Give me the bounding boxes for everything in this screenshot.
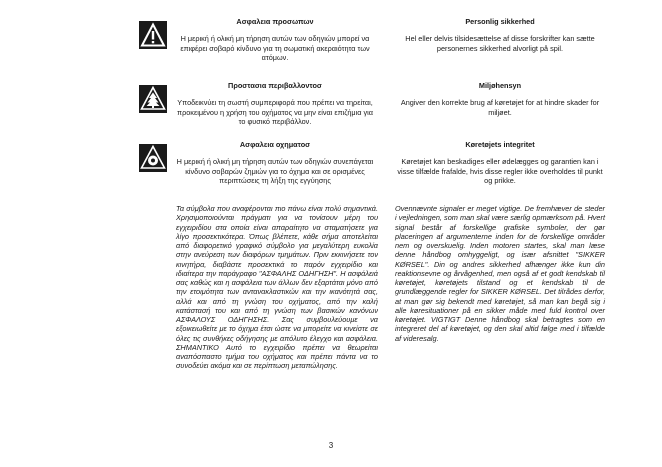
section-body: Η μερική ή ολική μη τήρηση αυτών των οδηγιών συνεπάγεται κίνδυνο σοβαρών ζημιών για το όχημα και σε ορισμένες περιπτώσεις τη λήξη της εγγύησης xyxy=(176,157,374,186)
warning-triangle-icon xyxy=(139,21,167,49)
danish-section-environment xyxy=(395,81,605,117)
page-number: 3 xyxy=(328,441,334,450)
environment-tree-icon xyxy=(139,85,167,113)
section-body: Angiver den korrekte brug af køretøjet for at hindre skader for miljøet. xyxy=(400,98,600,117)
section-heading: Ασφαλεια οχηματοσ xyxy=(239,140,311,149)
section-heading: Køretøjets integritet xyxy=(465,140,535,149)
section-body: Υποδεικνύει τη σωστή συμπεριφορά που πρέπει να τηρείται, προκειμένου η χρήση του οχήματος να μην είναι επιζήμια για το φυσικό περιβάλλον. xyxy=(177,98,373,127)
section-heading: Miljøhensyn xyxy=(478,81,522,90)
section-body: Η μερική ή ολική μη τήρηση αυτών των οδηγιών μπορεί να επιφέρει σοβαρό κίνδυνο για τη σωματική ακεραιότητα των ατόμων. xyxy=(180,34,370,63)
greek-section-vehicle-safety xyxy=(176,140,374,186)
section-heading: Προστασια περιβαλλοντοσ xyxy=(228,81,322,90)
section-body: Køretøjet kan beskadiges eller ødelægges og garantien kan i visse tilfælde frafalde, hvis disse regler ikke overholdes til punkt og prikke. xyxy=(397,157,603,186)
vehicle-safety-icon xyxy=(139,144,167,172)
section-heading: Ασφαλεια προσωπων xyxy=(236,17,314,26)
danish-section-personal-safety xyxy=(395,17,605,53)
greek-section-personal-safety xyxy=(176,17,374,63)
section-heading: Personlig sikkerhed xyxy=(465,17,535,26)
danish-section-vehicle-safety xyxy=(395,140,605,186)
greek-intro-paragraph: Τα σύμβολα που αναφέρονται πιο πάνω είναι πολύ σημαντικά. Χρησιμοποιούνται πράγματι για να τονίσουν μέρη του εγχειριδίου στα οποία είναι απαραίτητο να σταματήσετε για λίγο προσεκτικότερα. Όπως βλέπετε, κάθε σήμα αποτελείται από διαφορετικό γραφικό σύμβολο για μεγαλύτερη ευκολία στην ανεύρεση των διαφόρων τμημάτων. Πριν εκκινήσετε τον κινητήρα, διαβάστε προσεκτικά το παρόν εγχειρίδιο και ιδιαίτερα την παράγραφο "ΑΣΦΑΛΗΣ ΟΔΗΓΗΣΗ". Η ασφάλειά σας καθώς και η ασφάλεια των άλλων δεν εξαρτάται μόνο από την ετοιμότητα των αντανακλαστικών και την ικανότητά σας, αλλά και από τη γνώση του οχήματος, από την καλή κατάστασή του και από τη γνώση των βασικών κανόνων ΑΣΦΑΛΟΥΣ ΟΔΗΓΗΣΗΣ. Σας συμβουλεύουμε να εξοικειωθείτε με το όχημα έτσι ώστε να μπορείτε να κινείστε σε όλες τις συνθήκες οδήγησης με απόλυτο έλεγχο και ασφάλεια. ΣΗΜΑΝΤΙΚΟ Αυτό το εγχειρίδιο πρέπει να θεωρείται αναπόσπαστο τμήμα του οχήματος και πρέπει πάντα να το συνοδεύει ακόμα και σε περίπτωση μεταπώλησης. xyxy=(176,204,378,371)
section-body: Hel eller delvis tilsidesættelse af disse forskrifter kan sætte personernes sikkerhed alvorligt på spil. xyxy=(405,34,595,53)
greek-section-environment xyxy=(176,81,374,127)
danish-intro-paragraph: Ovennævnte signaler er meget vigtige. De fremhæver de steder i vejledningen, som man skal være særlig opmærksom på. Hvert signal består af forskellige grafiske symboler, der gør placeringen af argumenterne inden for de forskellige områder nem og overskuelig. Inden motoren startes, skal man læse denne håndbog omhyggeligt, og især afsnittet "SIKKER KØRSEL". Din og andres sikkerhed afhænger ikke kun din reaktionsevne og årvågenhed, men også af et godt kendskab til køretøjet, køretøjets tilstand og et kendskab til de grundlæggende regler for SIKKER KØRSEL. Det tilrådes derfor, at man gør sig bekendt med køretøjet, så man kan begå sig i alle køresituationer på en sikker måde med fuld kontrol over køretøjet. VIGTIGT Denne håndbog skal betragtes som en integreret del af køretøjet, og den skal altid følge med i tilfælde af videresalg. xyxy=(395,204,605,343)
